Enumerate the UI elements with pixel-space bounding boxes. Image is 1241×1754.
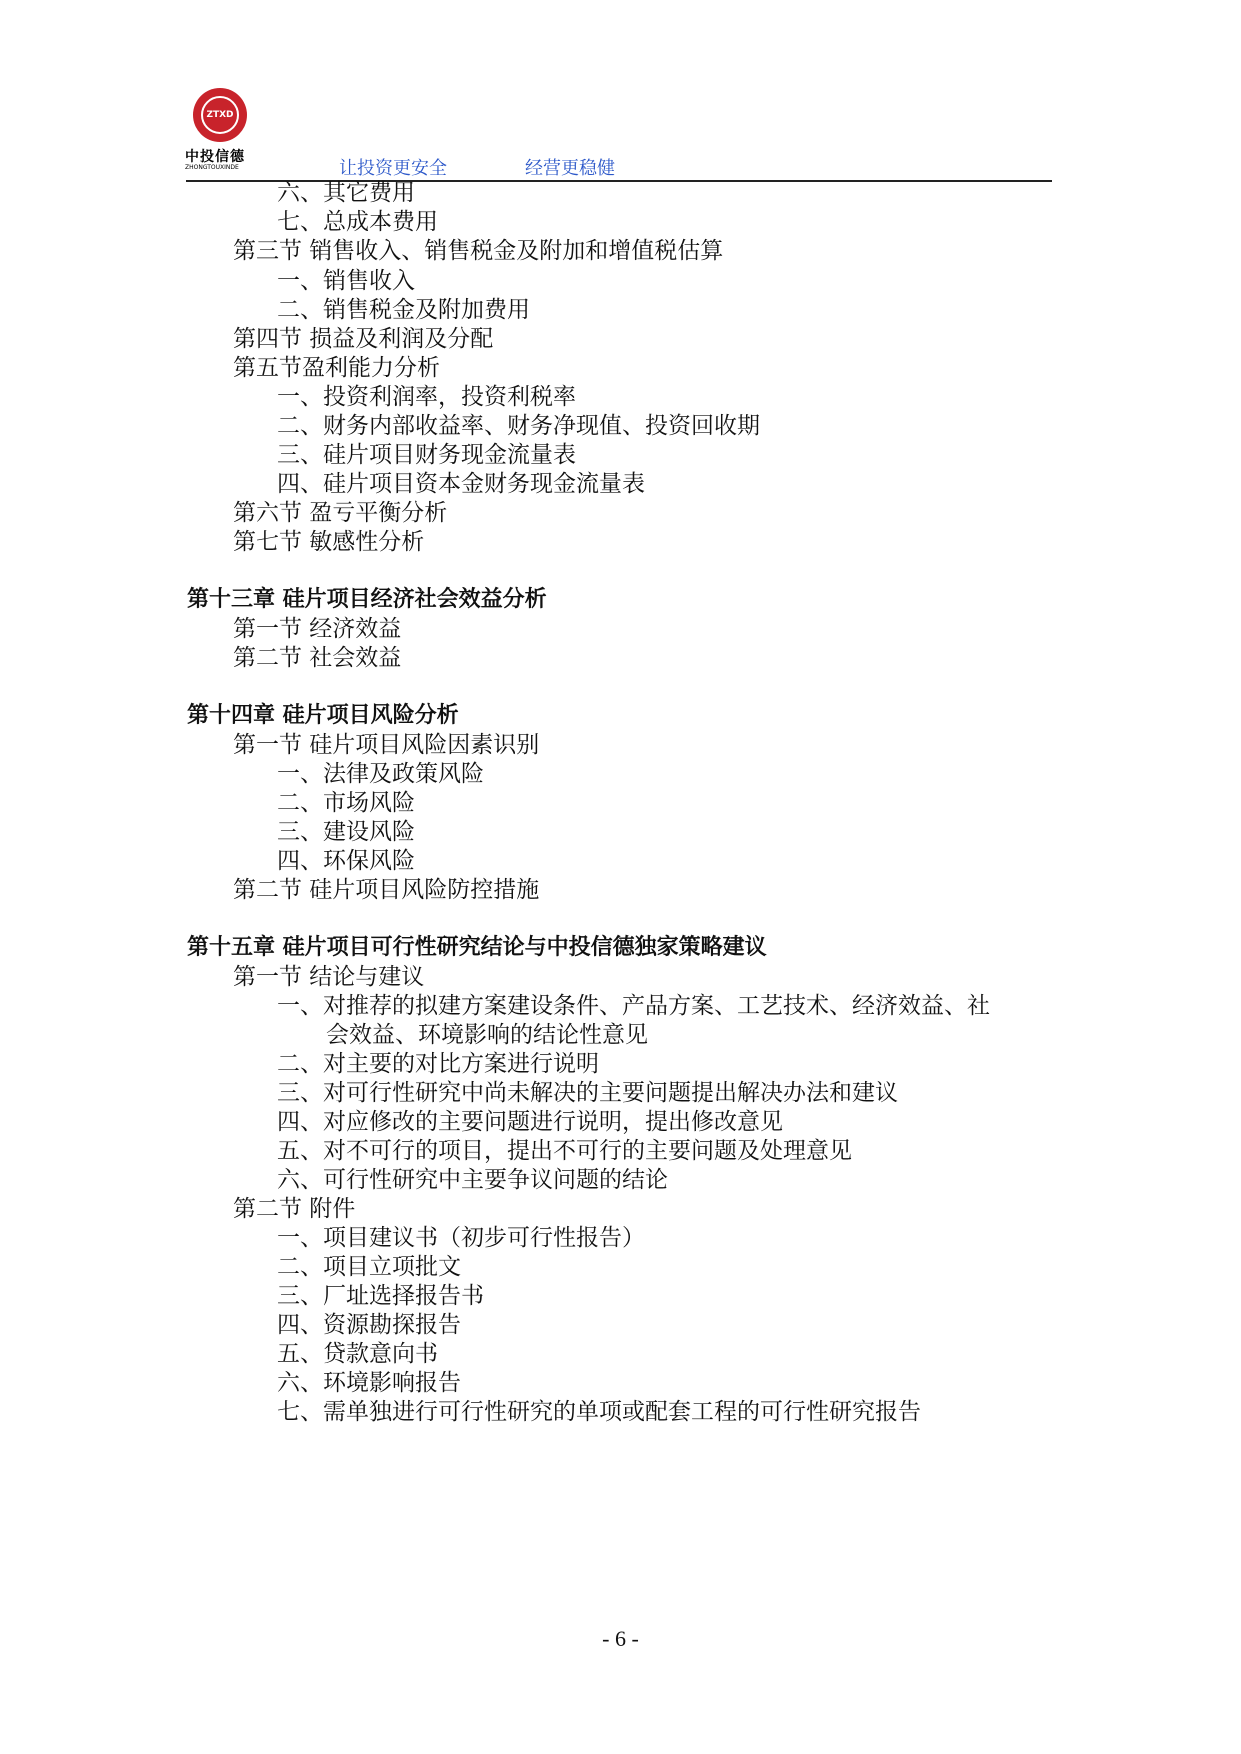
toc-item: 六、可行性研究中主要争议问题的结论 [277, 1167, 668, 1193]
company-logo [185, 88, 273, 176]
logo-badge-text: ZTXD [201, 96, 239, 134]
toc-item: 七、需单独进行可行性研究的单项或配套工程的可行性研究报告 [277, 1399, 921, 1425]
toc-item: 二、对主要的对比方案进行说明 [277, 1051, 599, 1077]
toc-section: 第一节 经济效益 [233, 616, 402, 642]
toc-section: 第一节 硅片项目风险因素识别 [233, 732, 540, 758]
toc-item: 三、厂址选择报告书 [277, 1283, 484, 1309]
toc-item: 四、对应修改的主要问题进行说明，提出修改意见 [277, 1109, 783, 1135]
toc-item: 五、贷款意向书 [277, 1341, 438, 1367]
toc-chapter: 第十四章 硅片项目风险分析 [187, 703, 459, 728]
toc-section: 第一节 结论与建议 [233, 964, 425, 990]
toc-section: 第四节 损益及利润及分配 [233, 326, 494, 352]
toc-section: 第二节 附件 [233, 1196, 356, 1222]
toc-item: 四、环保风险 [277, 848, 415, 874]
toc-item: 一、对推荐的拟建方案建设条件、产品方案、工艺技术、经济效益、社 [277, 993, 990, 1019]
toc-section: 第二节 社会效益 [233, 645, 402, 671]
toc-item: 一、法律及政策风险 [277, 761, 484, 787]
toc-item: 一、销售收入 [277, 268, 415, 294]
header-slogan-1: 让投资更安全 [339, 158, 447, 179]
toc-item: 一、项目建议书（初步可行性报告） [277, 1225, 645, 1251]
toc-item: 四、资源勘探报告 [277, 1312, 461, 1338]
toc-item: 六、其它费用 [277, 180, 415, 206]
toc-chapter: 第十三章 硅片项目经济社会效益分析 [187, 587, 547, 612]
logo-chinese-name: 中投信德 [185, 149, 245, 165]
header-slogan-2: 经营更稳健 [525, 158, 615, 179]
toc-item: 三、对可行性研究中尚未解决的主要问题提出解决办法和建议 [277, 1080, 898, 1106]
toc-item: 二、项目立项批文 [277, 1254, 461, 1280]
toc-item: 一、投资利润率，投资利税率 [277, 384, 576, 410]
toc-item: 六、环境影响报告 [277, 1370, 461, 1396]
toc-item: 三、硅片项目财务现金流量表 [277, 442, 576, 468]
toc-item-cont: 会效益、环境影响的结论性意见 [326, 1022, 648, 1048]
page-header [0, 0, 1241, 185]
toc-section: 第五节盈利能力分析 [233, 355, 440, 381]
toc-item: 二、市场风险 [277, 790, 415, 816]
toc-section: 第六节 盈亏平衡分析 [233, 500, 448, 526]
logo-english-name: ZHONGTOUXINDE [185, 164, 239, 171]
toc-chapter: 第十五章 硅片项目可行性研究结论与中投信德独家策略建议 [187, 935, 767, 960]
toc-section: 第七节 敏感性分析 [233, 529, 425, 555]
toc-section: 第三节 销售收入、销售税金及附加和增值税估算 [233, 238, 724, 264]
toc-section: 第二节 硅片项目风险防控措施 [233, 877, 540, 903]
toc-item: 五、对不可行的项目，提出不可行的主要问题及处理意见 [277, 1138, 852, 1164]
toc-item: 二、销售税金及附加费用 [277, 297, 530, 323]
logo-badge [193, 88, 247, 142]
toc-item: 七、总成本费用 [277, 209, 438, 235]
toc-item: 三、建设风险 [277, 819, 415, 845]
toc-item: 二、财务内部收益率、财务净现值、投资回收期 [277, 413, 760, 439]
toc-item: 四、硅片项目资本金财务现金流量表 [277, 471, 645, 497]
page-number: - 6 - [602, 1626, 639, 1651]
